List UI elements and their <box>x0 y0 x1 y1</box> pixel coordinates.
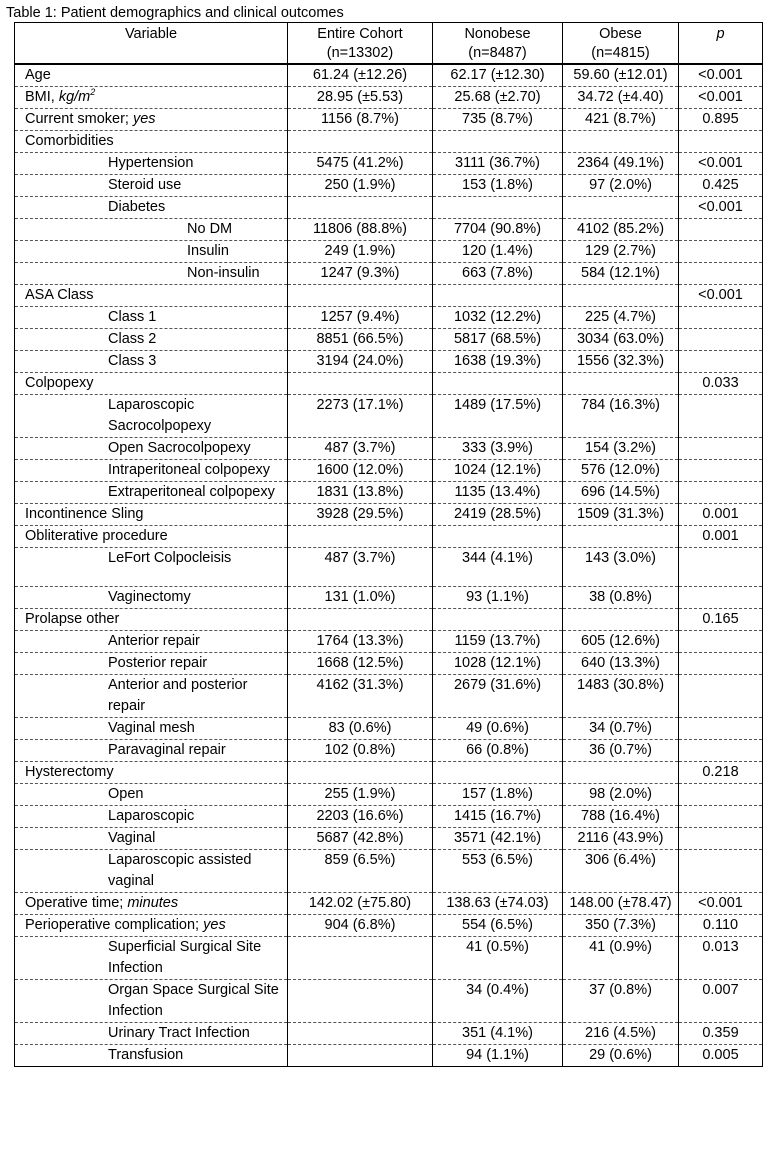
cell-entire: 61.24 (±12.26) <box>288 64 433 87</box>
cell-obese: 148.00 (±78.47) <box>563 893 679 915</box>
cell-p <box>679 828 763 850</box>
row-label: Comorbidities <box>15 131 288 153</box>
cell-nonobese: 138.63 (±74.03) <box>433 893 563 915</box>
cell-p: 0.110 <box>679 915 763 937</box>
table-row <box>15 653 763 675</box>
cell-p <box>679 460 763 482</box>
cell-nonobese: 2679 (31.6%) <box>433 675 563 718</box>
table-row <box>15 460 763 482</box>
table-row <box>15 762 763 784</box>
row-label: Class 3 <box>15 351 288 373</box>
cell-nonobese <box>433 197 563 219</box>
cell-nonobese: 1489 (17.5%) <box>433 395 563 438</box>
table-row <box>15 850 763 893</box>
table-row <box>15 893 763 915</box>
cell-nonobese: 66 (0.8%) <box>433 740 563 762</box>
cell-nonobese: 1028 (12.1%) <box>433 653 563 675</box>
cell-obese: 421 (8.7%) <box>563 109 679 131</box>
table-row <box>15 806 763 828</box>
cell-obese <box>563 609 679 631</box>
cell-nonobese <box>433 285 563 307</box>
table-row <box>15 153 763 175</box>
cell-nonobese: 7704 (90.8%) <box>433 219 563 241</box>
cell-p <box>679 307 763 329</box>
table-row <box>15 784 763 806</box>
cell-p <box>679 718 763 740</box>
cell-entire: 28.95 (±5.53) <box>288 87 433 109</box>
cell-entire <box>288 131 433 153</box>
table-row <box>15 609 763 631</box>
row-label: Current smoker; yes <box>15 109 288 131</box>
cell-entire: 142.02 (±75.80) <box>288 893 433 915</box>
cell-entire <box>288 526 433 548</box>
cell-nonobese: 333 (3.9%) <box>433 438 563 460</box>
cell-entire: 1257 (9.4%) <box>288 307 433 329</box>
cell-entire: 4162 (31.3%) <box>288 675 433 718</box>
row-label: Incontinence Sling <box>15 504 288 526</box>
cell-obese: 143 (3.0%) <box>563 548 679 587</box>
row-label: Diabetes <box>15 197 288 219</box>
cell-p <box>679 631 763 653</box>
row-label: Class 1 <box>15 307 288 329</box>
demographics-table <box>14 22 763 1067</box>
row-label: Laparoscopic <box>15 806 288 828</box>
cell-p <box>679 131 763 153</box>
cell-nonobese: 94 (1.1%) <box>433 1045 563 1067</box>
cell-entire: 102 (0.8%) <box>288 740 433 762</box>
cell-entire: 1600 (12.0%) <box>288 460 433 482</box>
row-label: BMI, $kg/m^2$ <box>15 87 288 109</box>
row-label: Colpopexy <box>15 373 288 395</box>
cell-obese: 97 (2.0%) <box>563 175 679 197</box>
cell-obese: 59.60 (±12.01) <box>563 64 679 87</box>
cell-entire: 5475 (41.2%) <box>288 153 433 175</box>
cell-nonobese: 2419 (28.5%) <box>433 504 563 526</box>
cell-entire: 83 (0.6%) <box>288 718 433 740</box>
row-label: Laparoscopic assisted vaginal <box>15 850 288 893</box>
row-label: Vaginal mesh <box>15 718 288 740</box>
row-label: Intraperitoneal colpopexy <box>15 460 288 482</box>
table-caption: Table 1: Patient demographics and clinical outcomes <box>6 5 344 21</box>
cell-nonobese: 157 (1.8%) <box>433 784 563 806</box>
cell-entire: 2273 (17.1%) <box>288 395 433 438</box>
cell-entire: 1247 (9.3%) <box>288 263 433 285</box>
row-label: Insulin <box>15 241 288 263</box>
cell-entire: 1831 (13.8%) <box>288 482 433 504</box>
cell-p: 0.005 <box>679 1045 763 1067</box>
cell-entire: 487 (3.7%) <box>288 438 433 460</box>
row-label: Operative time; minutes <box>15 893 288 915</box>
row-label: Perioperative complication; yes <box>15 915 288 937</box>
cell-p <box>679 587 763 609</box>
cell-p <box>679 784 763 806</box>
cell-entire: 131 (1.0%) <box>288 587 433 609</box>
cell-nonobese <box>433 526 563 548</box>
cell-obese: 306 (6.4%) <box>563 850 679 893</box>
cell-obese: 98 (2.0%) <box>563 784 679 806</box>
row-label: Vaginal <box>15 828 288 850</box>
table-row <box>15 197 763 219</box>
cell-nonobese: 93 (1.1%) <box>433 587 563 609</box>
cell-obese: 4102 (85.2%) <box>563 219 679 241</box>
cell-p <box>679 241 763 263</box>
cell-obese: 1509 (31.3%) <box>563 504 679 526</box>
cell-entire: 5687 (42.8%) <box>288 828 433 850</box>
table-row <box>15 351 763 373</box>
row-label: Open Sacrocolpopexy <box>15 438 288 460</box>
table-row <box>15 131 763 153</box>
cell-obese: 154 (3.2%) <box>563 438 679 460</box>
row-label: Prolapse other <box>15 609 288 631</box>
cell-obese: 350 (7.3%) <box>563 915 679 937</box>
cell-nonobese: 735 (8.7%) <box>433 109 563 131</box>
cell-entire <box>288 373 433 395</box>
cell-nonobese: 351 (4.1%) <box>433 1023 563 1045</box>
table-row <box>15 263 763 285</box>
cell-obese: 1483 (30.8%) <box>563 675 679 718</box>
row-label: Steroid use <box>15 175 288 197</box>
table-row <box>15 718 763 740</box>
cell-entire: 1668 (12.5%) <box>288 653 433 675</box>
row-label: No DM <box>15 219 288 241</box>
cell-obese: 41 (0.9%) <box>563 937 679 980</box>
header-row <box>15 23 763 65</box>
cell-nonobese <box>433 762 563 784</box>
row-label: Extraperitoneal colpopexy <box>15 482 288 504</box>
row-label: Anterior and posterior repair <box>15 675 288 718</box>
table-row <box>15 1045 763 1067</box>
cell-p: <0.001 <box>679 893 763 915</box>
cell-p <box>679 653 763 675</box>
cell-nonobese: 1159 (13.7%) <box>433 631 563 653</box>
cell-obese: 696 (14.5%) <box>563 482 679 504</box>
cell-p <box>679 395 763 438</box>
cell-entire: 487 (3.7%) <box>288 548 433 587</box>
cell-p <box>679 263 763 285</box>
cell-entire: 3928 (29.5%) <box>288 504 433 526</box>
row-label: Organ Space Surgical Site Infection <box>15 980 288 1023</box>
cell-p: 0.007 <box>679 980 763 1023</box>
cell-p: <0.001 <box>679 153 763 175</box>
cell-obese: 129 (2.7%) <box>563 241 679 263</box>
table-row <box>15 307 763 329</box>
row-label: Vaginectomy <box>15 587 288 609</box>
cell-obese: 29 (0.6%) <box>563 1045 679 1067</box>
cell-nonobese: 1032 (12.2%) <box>433 307 563 329</box>
cell-entire <box>288 609 433 631</box>
cell-obese <box>563 131 679 153</box>
cell-obese: 1556 (32.3%) <box>563 351 679 373</box>
cell-p: 0.425 <box>679 175 763 197</box>
cell-p <box>679 850 763 893</box>
cell-nonobese: 1135 (13.4%) <box>433 482 563 504</box>
header-obese: Obese (n=4815) <box>563 23 679 65</box>
cell-nonobese <box>433 609 563 631</box>
cell-p: 0.165 <box>679 609 763 631</box>
cell-entire <box>288 285 433 307</box>
row-label: LeFort Colpocleisis <box>15 548 288 587</box>
cell-obese: 37 (0.8%) <box>563 980 679 1023</box>
cell-nonobese: 553 (6.5%) <box>433 850 563 893</box>
cell-obese <box>563 373 679 395</box>
cell-nonobese: 344 (4.1%) <box>433 548 563 587</box>
cell-nonobese <box>433 373 563 395</box>
table-row <box>15 329 763 351</box>
row-label: Obliterative procedure <box>15 526 288 548</box>
table-row <box>15 482 763 504</box>
cell-p <box>679 675 763 718</box>
cell-obese: 34 (0.7%) <box>563 718 679 740</box>
cell-entire <box>288 937 433 980</box>
cell-entire <box>288 197 433 219</box>
cell-obese: 605 (12.6%) <box>563 631 679 653</box>
cell-nonobese: 1415 (16.7%) <box>433 806 563 828</box>
table-row <box>15 828 763 850</box>
cell-obese: 38 (0.8%) <box>563 587 679 609</box>
cell-obese <box>563 285 679 307</box>
cell-p <box>679 219 763 241</box>
cell-p <box>679 438 763 460</box>
cell-entire: 3194 (24.0%) <box>288 351 433 373</box>
cell-p <box>679 351 763 373</box>
table-row <box>15 504 763 526</box>
table-row <box>15 1023 763 1045</box>
row-label: Non-insulin <box>15 263 288 285</box>
cell-obese: 784 (16.3%) <box>563 395 679 438</box>
cell-p: 0.001 <box>679 504 763 526</box>
cell-entire <box>288 762 433 784</box>
cell-obese: 2116 (43.9%) <box>563 828 679 850</box>
cell-nonobese: 153 (1.8%) <box>433 175 563 197</box>
table-row <box>15 219 763 241</box>
table-row <box>15 915 763 937</box>
cell-obese <box>563 762 679 784</box>
row-label: Age <box>15 64 288 87</box>
table-row <box>15 87 763 109</box>
cell-obese <box>563 197 679 219</box>
cell-obese: 216 (4.5%) <box>563 1023 679 1045</box>
cell-p: 0.033 <box>679 373 763 395</box>
cell-nonobese: 34 (0.4%) <box>433 980 563 1023</box>
cell-nonobese: 120 (1.4%) <box>433 241 563 263</box>
row-label: Anterior repair <box>15 631 288 653</box>
cell-entire: 859 (6.5%) <box>288 850 433 893</box>
cell-p <box>679 482 763 504</box>
row-label: Class 2 <box>15 329 288 351</box>
table-row <box>15 395 763 438</box>
table-row <box>15 373 763 395</box>
row-label: Open <box>15 784 288 806</box>
row-label: Posterior repair <box>15 653 288 675</box>
cell-obese: 788 (16.4%) <box>563 806 679 828</box>
cell-p: <0.001 <box>679 197 763 219</box>
table-row <box>15 631 763 653</box>
table-row <box>15 64 763 87</box>
cell-p: <0.001 <box>679 64 763 87</box>
cell-nonobese: 25.68 (±2.70) <box>433 87 563 109</box>
cell-p: 0.895 <box>679 109 763 131</box>
table-row <box>15 438 763 460</box>
row-label: Paravaginal repair <box>15 740 288 762</box>
cell-nonobese: 554 (6.5%) <box>433 915 563 937</box>
header-variable: Variable <box>15 23 288 65</box>
table-row <box>15 548 763 587</box>
cell-entire: 8851 (66.5%) <box>288 329 433 351</box>
cell-obese <box>563 526 679 548</box>
cell-entire: 1764 (13.3%) <box>288 631 433 653</box>
row-label: ASA Class <box>15 285 288 307</box>
row-label: Hysterectomy <box>15 762 288 784</box>
cell-obese: 34.72 (±4.40) <box>563 87 679 109</box>
table-row <box>15 980 763 1023</box>
row-label: Hypertension <box>15 153 288 175</box>
table-row <box>15 241 763 263</box>
cell-nonobese: 41 (0.5%) <box>433 937 563 980</box>
header-p-value: p <box>679 23 763 65</box>
table-row <box>15 740 763 762</box>
table-row <box>15 675 763 718</box>
cell-p: 0.001 <box>679 526 763 548</box>
table-row <box>15 109 763 131</box>
cell-obese: 576 (12.0%) <box>563 460 679 482</box>
cell-nonobese: 663 (7.8%) <box>433 263 563 285</box>
cell-nonobese: 3571 (42.1%) <box>433 828 563 850</box>
cell-obese: 640 (13.3%) <box>563 653 679 675</box>
cell-p: <0.001 <box>679 87 763 109</box>
cell-p <box>679 806 763 828</box>
cell-entire: 904 (6.8%) <box>288 915 433 937</box>
cell-entire: 250 (1.9%) <box>288 175 433 197</box>
cell-p <box>679 548 763 587</box>
table-row <box>15 937 763 980</box>
cell-entire: 249 (1.9%) <box>288 241 433 263</box>
cell-p: 0.359 <box>679 1023 763 1045</box>
cell-nonobese: 62.17 (±12.30) <box>433 64 563 87</box>
cell-entire: 2203 (16.6%) <box>288 806 433 828</box>
cell-entire: 1156 (8.7%) <box>288 109 433 131</box>
cell-obese: 2364 (49.1%) <box>563 153 679 175</box>
header-entire-cohort: Entire Cohort (n=13302) <box>288 23 433 65</box>
cell-entire: 255 (1.9%) <box>288 784 433 806</box>
cell-entire <box>288 980 433 1023</box>
cell-obese: 3034 (63.0%) <box>563 329 679 351</box>
table-row <box>15 526 763 548</box>
table-row <box>15 175 763 197</box>
cell-nonobese: 49 (0.6%) <box>433 718 563 740</box>
row-label: Transfusion <box>15 1045 288 1067</box>
row-label: Laparoscopic Sacrocolpopexy <box>15 395 288 438</box>
cell-entire <box>288 1045 433 1067</box>
cell-p <box>679 329 763 351</box>
cell-nonobese: 1638 (19.3%) <box>433 351 563 373</box>
cell-p <box>679 740 763 762</box>
cell-p: <0.001 <box>679 285 763 307</box>
cell-nonobese: 5817 (68.5%) <box>433 329 563 351</box>
cell-p: 0.218 <box>679 762 763 784</box>
table-row <box>15 587 763 609</box>
cell-obese: 36 (0.7%) <box>563 740 679 762</box>
row-label: Superficial Surgical Site Infection <box>15 937 288 980</box>
header-nonobese: Nonobese (n=8487) <box>433 23 563 65</box>
cell-obese: 225 (4.7%) <box>563 307 679 329</box>
cell-entire: 11806 (88.8%) <box>288 219 433 241</box>
cell-entire <box>288 1023 433 1045</box>
cell-p: 0.013 <box>679 937 763 980</box>
cell-nonobese <box>433 131 563 153</box>
table-row <box>15 285 763 307</box>
cell-nonobese: 1024 (12.1%) <box>433 460 563 482</box>
row-label: Urinary Tract Infection <box>15 1023 288 1045</box>
cell-obese: 584 (12.1%) <box>563 263 679 285</box>
cell-nonobese: 3111 (36.7%) <box>433 153 563 175</box>
